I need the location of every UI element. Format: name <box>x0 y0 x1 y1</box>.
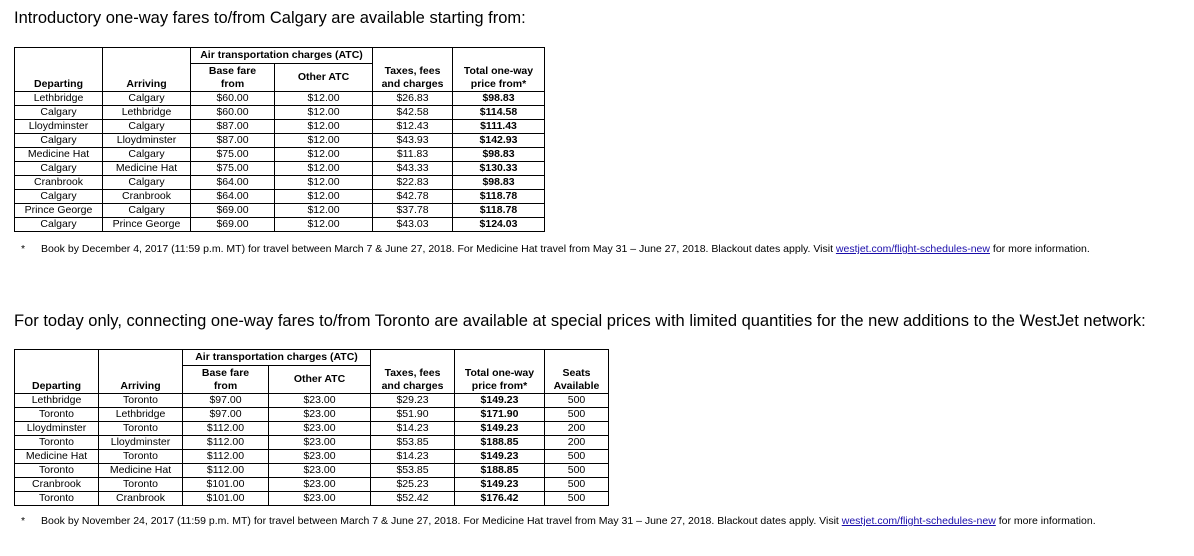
total-header: Total one-way price from* <box>455 366 545 394</box>
total-price-cell: $176.42 <box>455 492 545 506</box>
total-price-cell: $188.85 <box>455 436 545 450</box>
departing-cell: Toronto <box>15 408 99 422</box>
arriving-cell: Toronto <box>99 478 183 492</box>
other-atc-header: Other ATC <box>275 64 373 92</box>
base-fare-cell: $87.00 <box>191 134 275 148</box>
base-fare-cell: $112.00 <box>183 464 269 478</box>
seats-header: Seats Available <box>545 366 609 394</box>
footnote-text: Book by November 24, 2017 (11:59 p.m. MT) for travel between March 7 & June 27, 2018. For Medicine Hat travel from May 31 – June 27, 2018. Blackout dates apply. Visit <box>41 515 842 527</box>
total-price-cell: $149.23 <box>455 450 545 464</box>
base-fare-cell: $69.00 <box>191 204 275 218</box>
arriving-cell: Toronto <box>99 450 183 464</box>
departing-cell: Medicine Hat <box>15 148 103 162</box>
departing-cell: Toronto <box>15 492 99 506</box>
header-blank <box>453 48 545 64</box>
arriving-header: Arriving <box>99 366 183 394</box>
seats-cell: 500 <box>545 492 609 506</box>
taxes-cell: $14.23 <box>371 422 455 436</box>
departing-cell: Calgary <box>15 134 103 148</box>
taxes-cell: $42.78 <box>373 190 453 204</box>
total-price-cell: $124.03 <box>453 218 545 232</box>
toronto-fares-heading: For today only, connecting one-way fares to/from Toronto are available at special prices with limited quantities for the new additions to the WestJet network: <box>14 312 1146 330</box>
other-atc-cell: $12.00 <box>275 148 373 162</box>
departing-cell: Toronto <box>15 436 99 450</box>
taxes-cell: $37.78 <box>373 204 453 218</box>
taxes-cell: $11.83 <box>373 148 453 162</box>
other-atc-cell: $12.00 <box>275 162 373 176</box>
header-blank <box>15 48 103 64</box>
fare-row <box>15 422 609 436</box>
other-atc-cell: $12.00 <box>275 204 373 218</box>
fare-row <box>15 92 545 106</box>
base-fare-cell: $101.00 <box>183 478 269 492</box>
flight-schedules-link[interactable]: westjet.com/flight-schedules-new <box>841 515 996 527</box>
other-atc-cell: $12.00 <box>275 218 373 232</box>
seats-cell: 200 <box>545 436 609 450</box>
other-atc-cell: $12.00 <box>275 106 373 120</box>
other-atc-header: Other ATC <box>269 366 371 394</box>
departing-cell: Lethbridge <box>15 394 99 408</box>
taxes-cell: $14.23 <box>371 450 455 464</box>
header-blank <box>103 48 191 64</box>
toronto-footnote <box>21 515 1096 527</box>
other-atc-cell: $12.00 <box>275 92 373 106</box>
other-atc-cell: $23.00 <box>269 478 371 492</box>
toronto-fares-table <box>14 349 609 506</box>
flight-schedules-link[interactable]: westjet.com/flight-schedules-new <box>835 243 990 255</box>
other-atc-cell: $12.00 <box>275 134 373 148</box>
total-price-cell: $98.83 <box>453 176 545 190</box>
atc-group-header: Air transportation charges (ATC) <box>191 48 373 64</box>
departing-cell: Prince George <box>15 204 103 218</box>
fare-row <box>15 204 545 218</box>
base-fare-cell: $64.00 <box>191 176 275 190</box>
other-atc-cell: $23.00 <box>269 464 371 478</box>
total-price-cell: $149.23 <box>455 478 545 492</box>
base-fare-cell: $97.00 <box>183 394 269 408</box>
base-fare-cell: $60.00 <box>191 92 275 106</box>
taxes-cell: $52.42 <box>371 492 455 506</box>
taxes-cell: $29.23 <box>371 394 455 408</box>
base-fare-cell: $112.00 <box>183 436 269 450</box>
arriving-header: Arriving <box>103 64 191 92</box>
calgary-footnote <box>21 243 1090 255</box>
base-fare-cell: $75.00 <box>191 148 275 162</box>
seats-cell: 200 <box>545 422 609 436</box>
footnote-star: * <box>21 243 26 255</box>
other-atc-cell: $23.00 <box>269 422 371 436</box>
other-atc-cell: $23.00 <box>269 394 371 408</box>
base-fare-header: Base fare from <box>191 64 275 92</box>
toronto-fares-body <box>15 394 609 506</box>
total-price-cell: $98.83 <box>453 148 545 162</box>
base-fare-cell: $87.00 <box>191 120 275 134</box>
total-price-cell: $118.78 <box>453 190 545 204</box>
fare-row <box>15 218 545 232</box>
departing-cell: Lethbridge <box>15 92 103 106</box>
other-atc-cell: $23.00 <box>269 450 371 464</box>
departing-cell: Calgary <box>15 162 103 176</box>
arriving-cell: Calgary <box>103 120 191 134</box>
total-price-cell: $114.58 <box>453 106 545 120</box>
departing-cell: Calgary <box>15 106 103 120</box>
departing-cell: Lloydminster <box>15 422 99 436</box>
fare-row <box>15 106 545 120</box>
arriving-cell: Medicine Hat <box>103 162 191 176</box>
total-price-cell: $149.23 <box>455 394 545 408</box>
header-blank <box>15 350 99 366</box>
taxes-cell: $51.90 <box>371 408 455 422</box>
seats-cell: 500 <box>545 450 609 464</box>
base-fare-cell: $101.00 <box>183 492 269 506</box>
base-fare-cell: $75.00 <box>191 162 275 176</box>
arriving-cell: Calgary <box>103 176 191 190</box>
departing-cell: Cranbrook <box>15 176 103 190</box>
header-blank <box>373 48 453 64</box>
departing-cell: Calgary <box>15 218 103 232</box>
total-price-cell: $130.33 <box>453 162 545 176</box>
total-price-cell: $171.90 <box>455 408 545 422</box>
taxes-cell: $43.03 <box>373 218 453 232</box>
other-atc-cell: $12.00 <box>275 120 373 134</box>
arriving-cell: Lloydminster <box>99 436 183 450</box>
departing-header: Departing <box>15 366 99 394</box>
fare-row <box>15 394 609 408</box>
seats-cell: 500 <box>545 464 609 478</box>
arriving-cell: Calgary <box>103 204 191 218</box>
arriving-cell: Lethbridge <box>99 408 183 422</box>
base-fare-cell: $69.00 <box>191 218 275 232</box>
arriving-cell: Calgary <box>103 148 191 162</box>
fare-row <box>15 176 545 190</box>
header-blank <box>545 350 609 366</box>
fare-row <box>15 162 545 176</box>
total-header: Total one-way price from* <box>453 64 545 92</box>
fare-row <box>15 464 609 478</box>
total-price-cell: $188.85 <box>455 464 545 478</box>
base-fare-cell: $97.00 <box>183 408 269 422</box>
taxes-cell: $53.85 <box>371 464 455 478</box>
base-fare-header: Base fare from <box>183 366 269 394</box>
departing-cell: Toronto <box>15 464 99 478</box>
total-price-cell: $98.83 <box>453 92 545 106</box>
arriving-cell: Cranbrook <box>99 492 183 506</box>
arriving-cell: Cranbrook <box>103 190 191 204</box>
total-price-cell: $149.23 <box>455 422 545 436</box>
fare-row <box>15 492 609 506</box>
arriving-cell: Lethbridge <box>103 106 191 120</box>
taxes-cell: $42.58 <box>373 106 453 120</box>
calgary-fares-heading: Introductory one-way fares to/from Calgary are available starting from: <box>14 9 526 27</box>
taxes-header: Taxes, fees and charges <box>371 366 455 394</box>
fare-row <box>15 134 545 148</box>
footnote-text: Book by December 4, 2017 (11:59 p.m. MT) for travel between March 7 & June 27, 2018. For Medicine Hat travel from May 31 – June 27, 2018. Blackout dates apply. Visit <box>41 243 836 255</box>
taxes-cell: $26.83 <box>373 92 453 106</box>
taxes-cell: $22.83 <box>373 176 453 190</box>
header-blank <box>371 350 455 366</box>
taxes-cell: $43.93 <box>373 134 453 148</box>
fare-row <box>15 190 545 204</box>
departing-cell: Cranbrook <box>15 478 99 492</box>
fare-row <box>15 436 609 450</box>
other-atc-cell: $23.00 <box>269 408 371 422</box>
arriving-cell: Calgary <box>103 92 191 106</box>
other-atc-cell: $23.00 <box>269 436 371 450</box>
arriving-cell: Medicine Hat <box>99 464 183 478</box>
arriving-cell: Lloydminster <box>103 134 191 148</box>
seats-cell: 500 <box>545 394 609 408</box>
footnote-after: for more information. <box>989 243 1090 255</box>
base-fare-cell: $112.00 <box>183 450 269 464</box>
total-price-cell: $111.43 <box>453 120 545 134</box>
fare-row <box>15 120 545 134</box>
calgary-fares-body <box>15 92 545 232</box>
arriving-cell: Toronto <box>99 394 183 408</box>
other-atc-cell: $23.00 <box>269 492 371 506</box>
atc-group-header: Air transportation charges (ATC) <box>183 350 371 366</box>
seats-cell: 500 <box>545 408 609 422</box>
base-fare-cell: $112.00 <box>183 422 269 436</box>
footnote-star: * <box>21 515 26 527</box>
departing-header: Departing <box>15 64 103 92</box>
departing-cell: Lloydminster <box>15 120 103 134</box>
fare-row <box>15 478 609 492</box>
fare-row <box>15 450 609 464</box>
fare-row <box>15 408 609 422</box>
other-atc-cell: $12.00 <box>275 176 373 190</box>
total-price-cell: $142.93 <box>453 134 545 148</box>
fare-row <box>15 148 545 162</box>
arriving-cell: Toronto <box>99 422 183 436</box>
other-atc-cell: $12.00 <box>275 190 373 204</box>
header-blank <box>99 350 183 366</box>
base-fare-cell: $64.00 <box>191 190 275 204</box>
footnote-after: for more information. <box>995 515 1096 527</box>
taxes-cell: $12.43 <box>373 120 453 134</box>
base-fare-cell: $60.00 <box>191 106 275 120</box>
taxes-cell: $53.85 <box>371 436 455 450</box>
seats-cell: 500 <box>545 478 609 492</box>
total-price-cell: $118.78 <box>453 204 545 218</box>
departing-cell: Calgary <box>15 190 103 204</box>
taxes-header: Taxes, fees and charges <box>373 64 453 92</box>
taxes-cell: $43.33 <box>373 162 453 176</box>
calgary-fares-table <box>14 47 545 232</box>
departing-cell: Medicine Hat <box>15 450 99 464</box>
header-blank <box>455 350 545 366</box>
arriving-cell: Prince George <box>103 218 191 232</box>
taxes-cell: $25.23 <box>371 478 455 492</box>
